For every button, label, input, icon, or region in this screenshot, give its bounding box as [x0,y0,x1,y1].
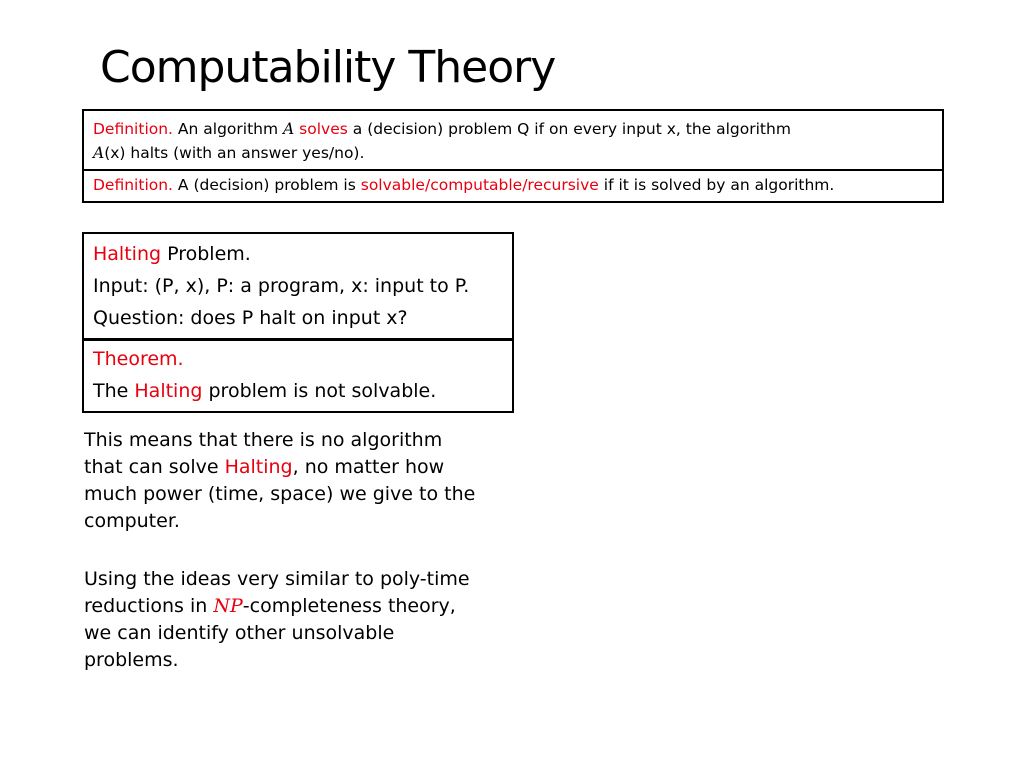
problem-question: Question: does P halt on input x? [93,307,408,329]
paragraph-text: -completeness theory, we can identify other unsolvable problems. [84,595,456,671]
definition-label: Definition. [93,176,173,194]
definition-text: (x) halts (with an answer yes/no). [104,144,365,162]
problem-suffix: Problem. [167,243,251,265]
definition-solvable [84,169,942,201]
definition-highlight: solvable/computable/recursive [360,176,599,194]
halting-theorem [84,338,512,411]
algorithm-symbol: A [283,120,295,138]
definitions-box [82,109,944,203]
definition-text: A (decision) problem is [177,176,356,194]
definition-text: if it is solved by an algorithm. [603,176,835,194]
paragraph-no-algorithm [84,427,484,535]
definition-text: An algorithm [177,120,279,138]
algorithm-symbol: A [93,144,105,162]
paragraph-text: Using the ideas very similar to poly-time reductions in [84,568,470,617]
paragraph-reductions [84,566,484,674]
paragraph-highlight: Halting [224,456,293,478]
definition-label: Definition. [93,120,173,138]
theorem-statement [93,375,502,407]
theorem-suffix: problem is not solvable. [208,380,437,402]
paragraph-text: , no matter how much power (time, space) we give to the computer. [84,456,476,532]
theorem-highlight: Halting [134,380,203,402]
definition-solves [84,111,942,169]
paragraph-text: This means that there is no algorithm that can solve [84,429,443,478]
problem-input: Input: (P, x), P: a program, x: input to P. [93,275,470,297]
slide-title: Computability Theory [100,42,556,93]
definition-text: a (decision) problem Q if on every input x, the algorithm [352,120,791,138]
definition-highlight: solves [299,120,348,138]
halting-problem-statement [84,234,512,338]
np-symbol: NP [213,595,243,617]
problem-heading [93,238,502,270]
theorem-label: Theorem. [93,348,184,370]
halting-problem-box [82,232,514,413]
theorem-prefix: The [93,380,129,402]
problem-name: Halting [93,243,162,265]
